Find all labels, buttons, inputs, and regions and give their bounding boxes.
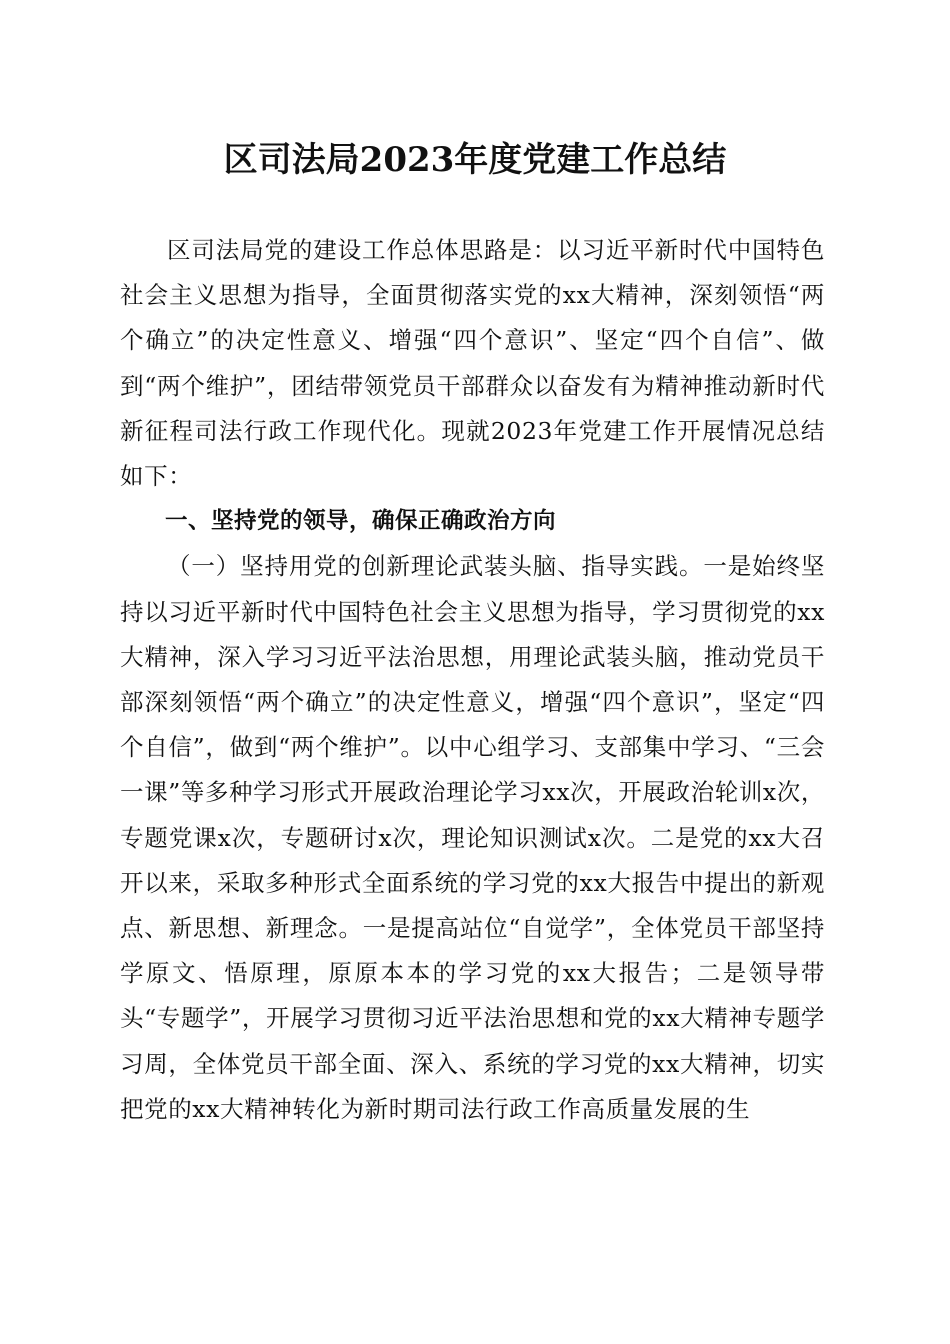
document-body	[120, 228, 825, 1132]
section-1-1-paragraph: （一）坚持用党的创新理论武装头脑、指导实践。一是始终坚持以习近平新时代中国特色社会主义思想为指导，学习贯彻党的xx大精神，深入学习习近平法治思想，用理论武装头脑，推动党员干部深刻领悟“两个确立”的决定性意义，增强“四个意识”，坚定“四个自信”，做到“两个维护”。以中心组学习、支部集中学习、“三会一课”等多种学习形式开展政治理论学习xx次，开展政治轮训x次，专题党课x次，专题研讨x次，理论知识测试x次。二是党的xx大召开以来，采取多种形式全面系统的学习党的xx大报告中提出的新观点、新思想、新理念。一是提高站位“自觉学”，全体党员干部坚持学原文、悟原理，原原本本的学习党的xx大报告；二是领导带头“专题学”，开展学习贯彻习近平法治思想和党的xx大精神专题学习周，全体党员干部全面、深入、系统的学习党的xx大精神，切实把党的xx大精神转化为新时期司法行政工作高质量发展的生	[120, 552, 825, 1123]
document-title: 区司法局2023年度党建工作总结	[223, 140, 727, 180]
section-heading-1: 一、坚持党的领导，确保正确政治方向	[165, 508, 557, 535]
intro-paragraph: 区司法局党的建设工作总体思路是：以习近平新时代中国特色社会主义思想为指导，全面贯彻落实党的xx大精神，深刻领悟“两个确立”的决定性意义、增强“四个意识”、坚定“四个自信”、做到“两个维护”，团结带领党员干部群众以奋发有为精神推动新时代新征程司法行政工作现代化。现就2023年党建工作开展情况总结如下：	[120, 236, 825, 491]
